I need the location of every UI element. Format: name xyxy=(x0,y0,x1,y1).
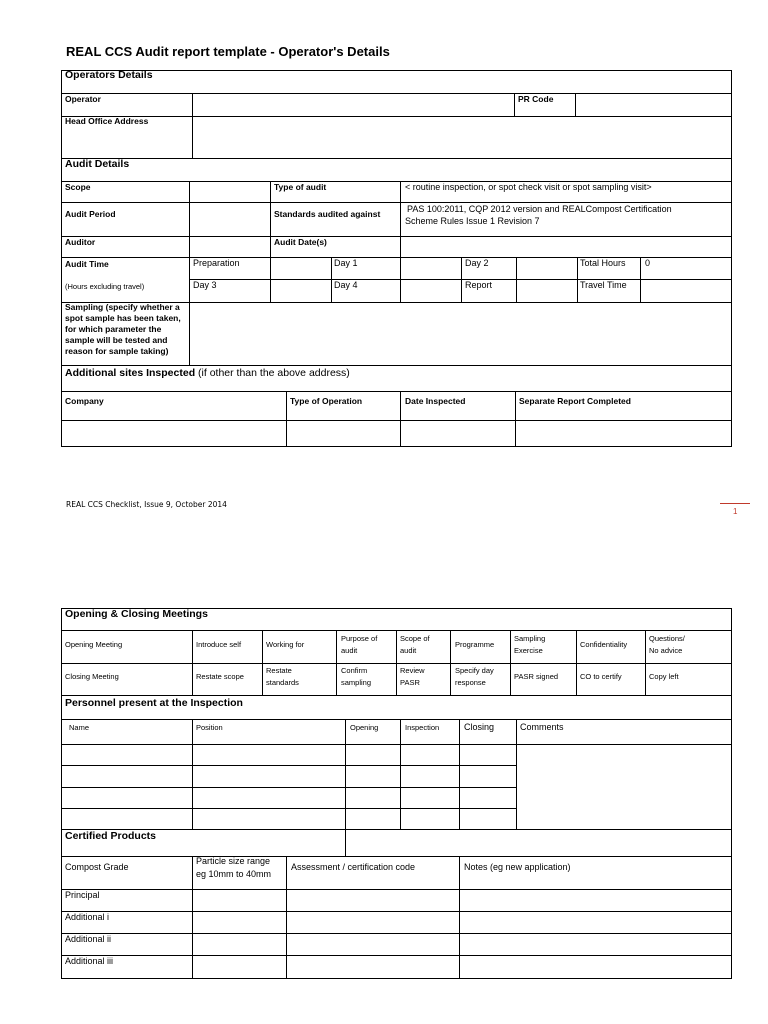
standards-value-line-1: PAS 100:2011, CQP 2012 version and REALCompost Certification xyxy=(407,204,672,214)
total-hours-label: Total Hours xyxy=(580,258,626,268)
report-label: Report xyxy=(465,280,493,290)
restate-standards-label-1: Restate xyxy=(266,666,292,675)
sampling-label-3: for which parameter the xyxy=(65,324,162,334)
hours-note: (Hours excluding travel) xyxy=(65,282,145,291)
type-of-operation-label: Type of Operation xyxy=(290,396,363,406)
co-to-certify-label: CO to certify xyxy=(580,672,622,681)
copy-left-label: Copy left xyxy=(649,672,679,681)
additional-sites-note: (if other than the above address) xyxy=(198,367,350,379)
operator-label: Operator xyxy=(65,94,101,104)
closing-column-header: Closing xyxy=(464,722,495,732)
company-label: Company xyxy=(65,396,104,406)
type-of-audit-value: < routine inspection, or spot check visit or spot sampling visit> xyxy=(405,182,652,192)
standards-label: Standards audited against xyxy=(274,209,381,219)
review-pasr-label-1: Review xyxy=(400,666,425,675)
opening-meeting-label: Opening Meeting xyxy=(65,640,123,649)
meetings-heading: Opening & Closing Meetings xyxy=(65,608,208,620)
position-column-header: Position xyxy=(196,723,223,732)
working-for-label: Working for xyxy=(266,640,305,649)
restate-standards-label-2: standards xyxy=(266,678,299,687)
principal-row-label: Principal xyxy=(65,890,100,900)
confirm-sampling-label-2: sampling xyxy=(341,678,372,687)
notes-header: Notes (eg new application) xyxy=(464,862,571,872)
day3-label: Day 3 xyxy=(193,280,217,290)
scope-label-2: audit xyxy=(400,646,417,655)
closing-meeting-label: Closing Meeting xyxy=(65,672,119,681)
sampling-label-4: sample will be tested and xyxy=(65,335,168,345)
pasr-signed-label: PASR signed xyxy=(514,672,559,681)
sampling-exercise-label-1: Sampling xyxy=(514,634,546,643)
confidentiality-label: Confidentiality xyxy=(580,640,628,649)
review-pasr-label-2: PASR xyxy=(400,678,420,687)
introduce-self-label: Introduce self xyxy=(196,640,242,649)
pr-code-label: PR Code xyxy=(518,94,554,104)
operators-details-heading: Operators Details xyxy=(65,69,153,81)
additional-sites-title: Additional sites Inspected xyxy=(65,367,196,379)
questions-label-1: Questions/ xyxy=(649,634,685,643)
type-of-audit-label: Type of audit xyxy=(274,182,327,192)
additional-i-row-label: Additional i xyxy=(65,912,110,922)
comments-column-header: Comments xyxy=(520,722,564,732)
certified-products-heading: Certified Products xyxy=(65,830,157,842)
confirm-sampling-label-1: Confirm xyxy=(341,666,368,675)
restate-scope-label: Restate scope xyxy=(196,672,244,681)
opening-column-header: Opening xyxy=(350,723,379,732)
scope-label-1: Scope of xyxy=(400,634,430,643)
travel-time-label: Travel Time xyxy=(580,280,627,290)
page-footer: REAL CCS Checklist, Issue 9, October 2014 xyxy=(66,500,227,509)
date-inspected-label: Date Inspected xyxy=(405,396,466,406)
additional-iii-row-label: Additional iii xyxy=(65,956,114,966)
day2-label: Day 2 xyxy=(465,258,489,268)
programme-label: Programme xyxy=(455,640,495,649)
sampling-exercise-label-2: Exercise xyxy=(514,646,543,655)
assessment-code-header: Assessment / certification code xyxy=(291,862,416,872)
sampling-label-1: Sampling (specify whether a xyxy=(65,302,180,312)
specify-day-label-1: Specify day xyxy=(455,666,494,675)
day4-label: Day 4 xyxy=(334,280,358,290)
page-number-rule xyxy=(720,503,750,504)
purpose-label-1: Purpose of xyxy=(341,634,378,643)
personnel-heading: Personnel present at the Inspection xyxy=(65,697,243,709)
additional-sites-heading xyxy=(65,368,350,379)
preparation-label: Preparation xyxy=(193,258,240,268)
audit-time-label: Audit Time xyxy=(65,259,109,269)
audit-period-label: Audit Period xyxy=(65,209,116,219)
page-title: REAL CCS Audit report template - Operator's Details xyxy=(66,44,390,59)
particle-size-header-1: Particle size range xyxy=(196,856,271,866)
inspection-column-header: Inspection xyxy=(405,723,440,732)
questions-label-2: No advice xyxy=(649,646,683,655)
separate-report-label: Separate Report Completed xyxy=(519,396,631,406)
name-column-header: Name xyxy=(69,723,90,732)
audit-dates-label: Audit Date(s) xyxy=(274,237,327,247)
auditor-label: Auditor xyxy=(65,237,96,247)
compost-grade-header: Compost Grade xyxy=(65,862,129,872)
specify-day-label-2: response xyxy=(455,678,486,687)
purpose-label-2: audit xyxy=(341,646,358,655)
standards-value-line-2: Scheme Rules Issue 1 Revision 7 xyxy=(405,216,540,226)
day1-label: Day 1 xyxy=(334,258,358,268)
scope-label: Scope xyxy=(65,182,91,192)
page-number: 1 xyxy=(733,507,738,516)
sampling-label-2: spot sample has been taken, xyxy=(65,313,181,323)
head-office-label: Head Office Address xyxy=(65,116,149,126)
audit-details-heading: Audit Details xyxy=(65,158,130,170)
additional-ii-row-label: Additional ii xyxy=(65,934,112,944)
sampling-label-5: reason for sample taking) xyxy=(65,346,169,356)
particle-size-header-2: eg 10mm to 40mm xyxy=(196,869,272,879)
total-hours-value: 0 xyxy=(645,258,651,268)
